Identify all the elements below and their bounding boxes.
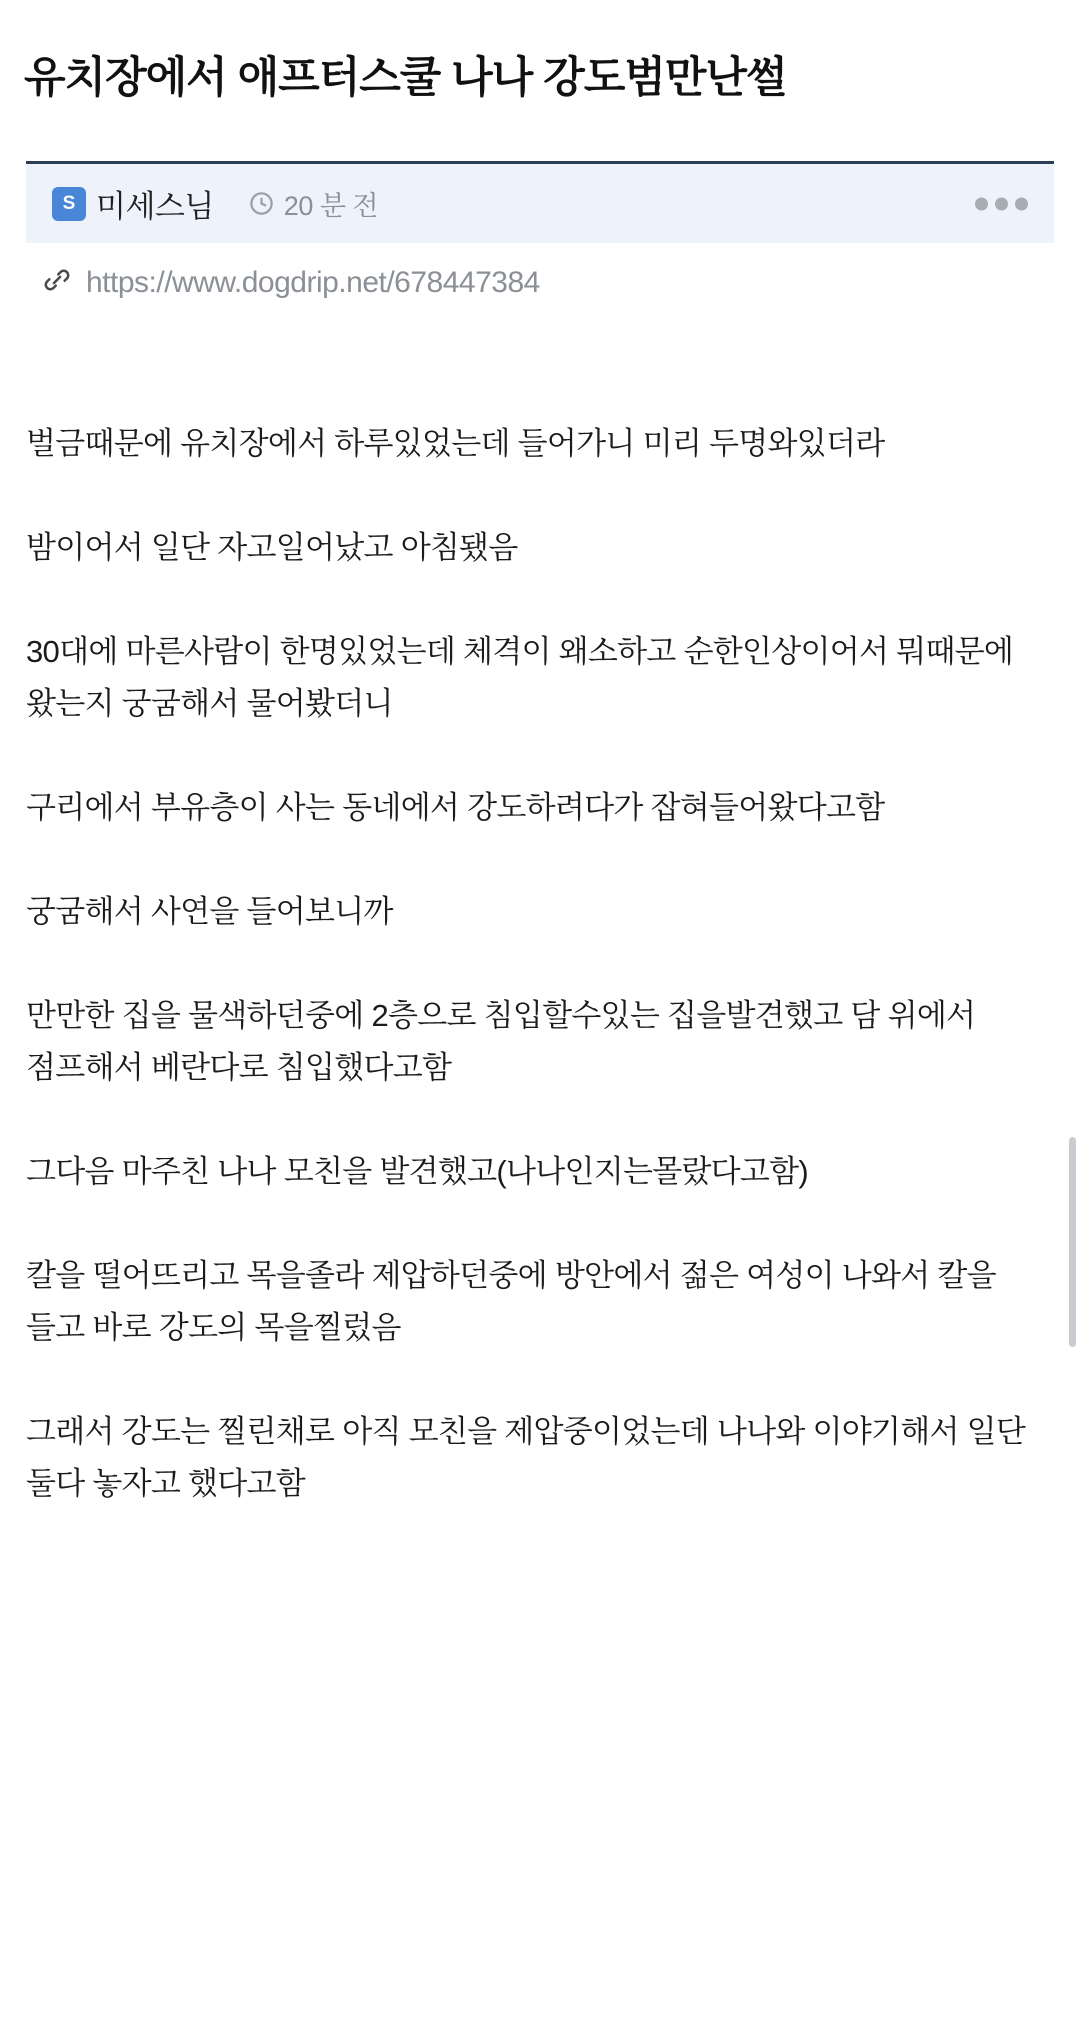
body-paragraph: 구리에서 부유층이 사는 동네에서 강도하려다가 잡혀들어왔다고함 xyxy=(26,790,885,826)
body-paragraph: 궁굼해서 사연을 들어보니까 xyxy=(26,894,393,930)
timestamp-block xyxy=(248,184,378,223)
body-paragraph: 그래서 강도는 찔린채로 아직 모친을 제압중이었는데 나나와 이야기해서 일단 둘다 놓자고 했다고함 xyxy=(26,1414,1026,1502)
source-url[interactable]: https://www.dogdrip.net/678447384 xyxy=(86,265,540,299)
vertical-scrollbar[interactable] xyxy=(1069,1137,1076,1347)
body-paragraph: 그다음 마주친 나나 모친을 발견했고(나나인지는몰랐다고함) xyxy=(26,1154,809,1190)
dot-1 xyxy=(975,197,988,210)
link-icon xyxy=(42,265,72,300)
source-link-row[interactable] xyxy=(0,243,1080,300)
author-name[interactable]: 미세스님 xyxy=(96,189,214,225)
page-title: 유치장에서 애프터스쿨 나나 강도범만난썰 xyxy=(24,53,787,102)
body-paragraph: 밤이어서 일단 자고일어났고 아침됐음 xyxy=(26,530,518,566)
timestamp-label: 20 분 전 xyxy=(283,191,378,222)
author-block[interactable] xyxy=(52,181,214,226)
body-paragraph: 만만한 집을 물색하던중에 2층으로 침입할수있는 집을발견했고 담 위에서 점프해서 베란다로 침입했다고함 xyxy=(26,998,976,1086)
post-body xyxy=(0,300,1080,1510)
post-meta-bar xyxy=(26,161,1054,243)
author-badge-icon: S xyxy=(52,187,86,221)
more-options-icon[interactable] xyxy=(975,197,1028,210)
body-paragraph: 30대에 마른사람이 한명있었는데 체격이 왜소하고 순한인상이어서 뭐때문에 왔는지 궁굼해서 물어봤더니 xyxy=(26,634,1014,722)
dot-3 xyxy=(1015,197,1028,210)
body-paragraph: 벌금때문에 유치장에서 하루있었는데 들어가니 미리 두명와있더라 xyxy=(26,426,885,462)
dot-2 xyxy=(995,197,1008,210)
clock-icon xyxy=(248,190,275,217)
body-paragraph: 칼을 떨어뜨리고 목을졸라 제압하던중에 방안에서 젊은 여성이 나와서 칼을 들고 바로 강도의 목을찔렀음 xyxy=(26,1258,996,1346)
